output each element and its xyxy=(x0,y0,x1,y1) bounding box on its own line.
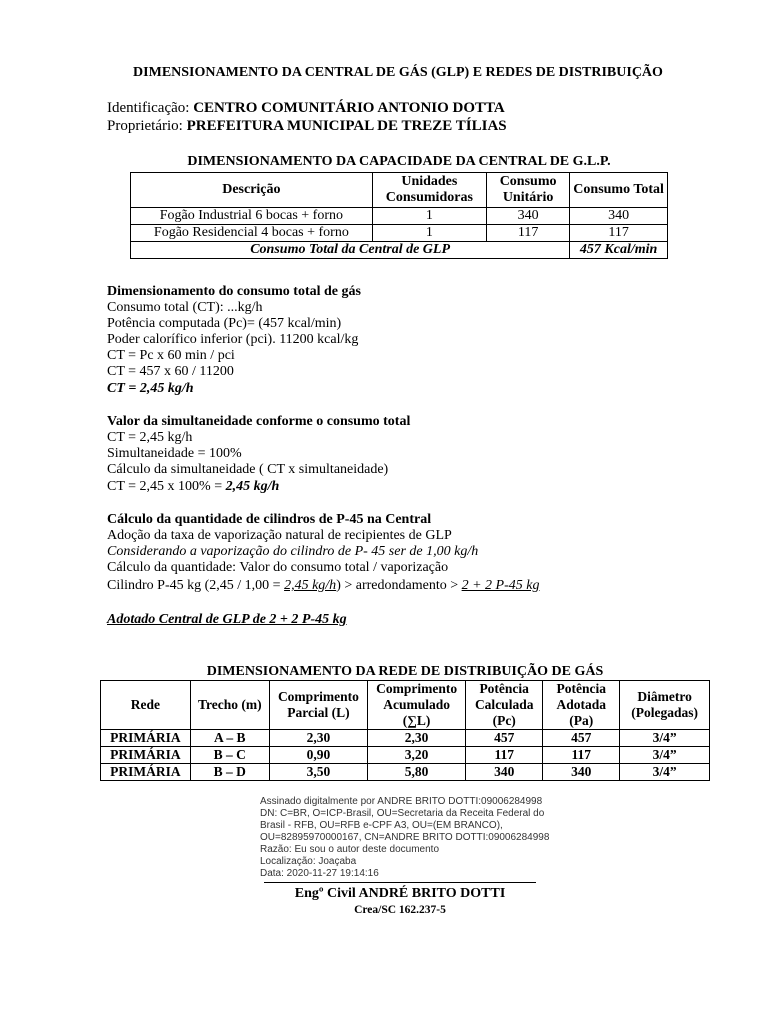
table-cell: 340 xyxy=(543,764,620,781)
table-total-row xyxy=(131,242,668,259)
table-cell: 3/4” xyxy=(620,730,710,747)
section2-line: Cálculo da simultaneidade ( CT x simultaneidade) xyxy=(107,462,389,477)
total-label: Consumo Total da Central de GLP xyxy=(131,242,570,259)
table-header-row xyxy=(101,681,710,730)
section2-last-result: 2,45 kg/h xyxy=(225,479,280,494)
engineer-name: Engº Civil ANDRÉ BRITO DOTTI xyxy=(294,886,506,901)
signature-line: DN: C=BR, O=ICP-Brasil, OU=Secretaria da Receita Federal do xyxy=(260,808,545,819)
document-title: DIMENSIONAMENTO DA CENTRAL DE GÁS (GLP) E REDES DE DISTRIBUIÇÃO xyxy=(133,65,663,80)
table-row xyxy=(131,208,668,225)
table-cell: B – C xyxy=(190,747,269,764)
table-cell: 117 xyxy=(570,225,668,242)
table-cell: 117 xyxy=(486,225,569,242)
section1-line: Consumo total (CT): ...kg/h xyxy=(107,300,263,315)
signature-line: OU=82895970000167, CN=ANDRE BRITO DOTTI:09006284998 xyxy=(260,832,550,843)
table-cell: Fogão Industrial 6 bocas + forno xyxy=(131,208,373,225)
identificacao-line xyxy=(107,100,505,116)
header-cell: Comprimento Parcial (L) xyxy=(269,681,367,730)
table-cell: PRIMÁRIA xyxy=(101,730,191,747)
table-cell: 340 xyxy=(466,764,543,781)
table-cell: 340 xyxy=(570,208,668,225)
table-cell: 117 xyxy=(466,747,543,764)
header-cell: Consumo Total xyxy=(570,173,668,208)
table-cell: 3,50 xyxy=(269,764,367,781)
header-cell: Rede xyxy=(101,681,191,730)
signature-line: Razão: Eu sou o autor deste documento xyxy=(260,844,440,855)
table-cell: 117 xyxy=(543,747,620,764)
section1-line: Potência computada (Pc)= (457 kcal/min) xyxy=(107,316,342,331)
header-cell: Descrição xyxy=(131,173,373,208)
cilindro-mid: ) > arredondamento > xyxy=(336,578,462,593)
table-cell: 457 xyxy=(543,730,620,747)
section1-line: CT = Pc x 60 min / pci xyxy=(107,348,235,363)
section2-heading: Valor da simultaneidade conforme o consumo total xyxy=(107,414,411,429)
signature-line: Data: 2020-11-27 19:14:16 xyxy=(260,868,379,879)
proprietario-value: PREFEITURA MUNICIPAL DE TREZE TÍLIAS xyxy=(186,118,507,134)
table-cell: 2,30 xyxy=(269,730,367,747)
table-row xyxy=(101,730,710,747)
engineer-crea: Crea/SC 162.237-5 xyxy=(354,904,446,916)
table-header-row xyxy=(131,173,668,208)
signature-line: Assinado digitalmente por ANDRE BRITO DOTTI:09006284998 xyxy=(260,796,543,807)
signature-line: Localização: Joaçaba xyxy=(260,856,357,867)
table-cell: 3,20 xyxy=(368,747,466,764)
table-cell: 2,30 xyxy=(368,730,466,747)
table-cell: 457 xyxy=(466,730,543,747)
table-cell: 0,90 xyxy=(269,747,367,764)
proprietario-label: Proprietário: xyxy=(107,118,187,134)
section1-heading: Dimensionamento do consumo total de gás xyxy=(107,284,361,299)
header-cell: Diâmetro (Polegadas) xyxy=(620,681,710,730)
table-row xyxy=(101,764,710,781)
table-cell: PRIMÁRIA xyxy=(101,764,191,781)
section1-line: CT = 457 x 60 / 11200 xyxy=(107,364,234,379)
table-cell: 340 xyxy=(486,208,569,225)
table-cell: 1 xyxy=(372,225,486,242)
section3-line: Considerando a vaporização do cilindro de P- 45 ser de 1,00 kg/h xyxy=(107,544,479,559)
table2-title: DIMENSIONAMENTO DA REDE DE DISTRIBUIÇÃO DE GÁS xyxy=(206,664,604,679)
table-cell: 3/4” xyxy=(620,747,710,764)
section3-cilindro-line xyxy=(107,578,539,594)
section1-line: Poder calorífico inferior (pci). 11200 kcal/kg xyxy=(107,332,359,347)
header-cell: Potência Adotada (Pa) xyxy=(543,681,620,730)
adotado-line: Adotado Central de GLP de 2 + 2 P-45 kg xyxy=(107,612,347,627)
table-cell: 3/4” xyxy=(620,764,710,781)
section1-result: CT = 2,45 kg/h xyxy=(107,381,194,396)
table-row xyxy=(131,225,668,242)
proprietario-line xyxy=(107,118,507,134)
table-row xyxy=(101,747,710,764)
identificacao-value: CENTRO COMUNITÁRIO ANTONIO DOTTA xyxy=(193,100,505,116)
table-cell: A – B xyxy=(190,730,269,747)
table-cell: Fogão Residencial 4 bocas + forno xyxy=(131,225,373,242)
header-cell: Comprimento Acumulado (∑L) xyxy=(368,681,466,730)
signature-rule xyxy=(264,882,536,883)
signature-line: Brasil - RFB, OU=RFB e-CPF A3, OU=(EM BRANCO), xyxy=(260,820,503,831)
distribution-table xyxy=(100,680,710,781)
cilindro-prefix: Cilindro P-45 kg (2,45 / 1,00 = xyxy=(107,578,285,593)
section3-line: Adoção da taxa de vaporização natural de recipientes de GLP xyxy=(107,528,452,543)
section2-line: Simultaneidade = 100% xyxy=(107,446,242,461)
capacity-table xyxy=(130,172,668,259)
header-cell: Unidades Consumidoras xyxy=(372,173,486,208)
header-cell: Trecho (m) xyxy=(190,681,269,730)
cilindro-result: 2 + 2 P-45 kg xyxy=(461,578,540,593)
table1-title: DIMENSIONAMENTO DA CAPACIDADE DA CENTRAL DE G.L.P. xyxy=(187,154,611,169)
cilindro-value: 2,45 kg/h xyxy=(284,578,337,593)
table-cell: B – D xyxy=(190,764,269,781)
section2-last-line xyxy=(107,479,279,495)
table-cell: 1 xyxy=(372,208,486,225)
identificacao-label: Identificação: xyxy=(107,100,194,116)
section3-heading: Cálculo da quantidade de cilindros de P-45 na Central xyxy=(107,512,432,527)
header-cell: Consumo Unitário xyxy=(486,173,569,208)
table-cell: 5,80 xyxy=(368,764,466,781)
table-cell: PRIMÁRIA xyxy=(101,747,191,764)
header-cell: Potência Calculada (Pc) xyxy=(466,681,543,730)
total-value: 457 Kcal/min xyxy=(570,242,668,259)
section2-last-prefix: CT = 2,45 x 100% = xyxy=(107,479,226,494)
section3-line: Cálculo da quantidade: Valor do consumo total / vaporização xyxy=(107,560,449,575)
section2-line: CT = 2,45 kg/h xyxy=(107,430,193,445)
